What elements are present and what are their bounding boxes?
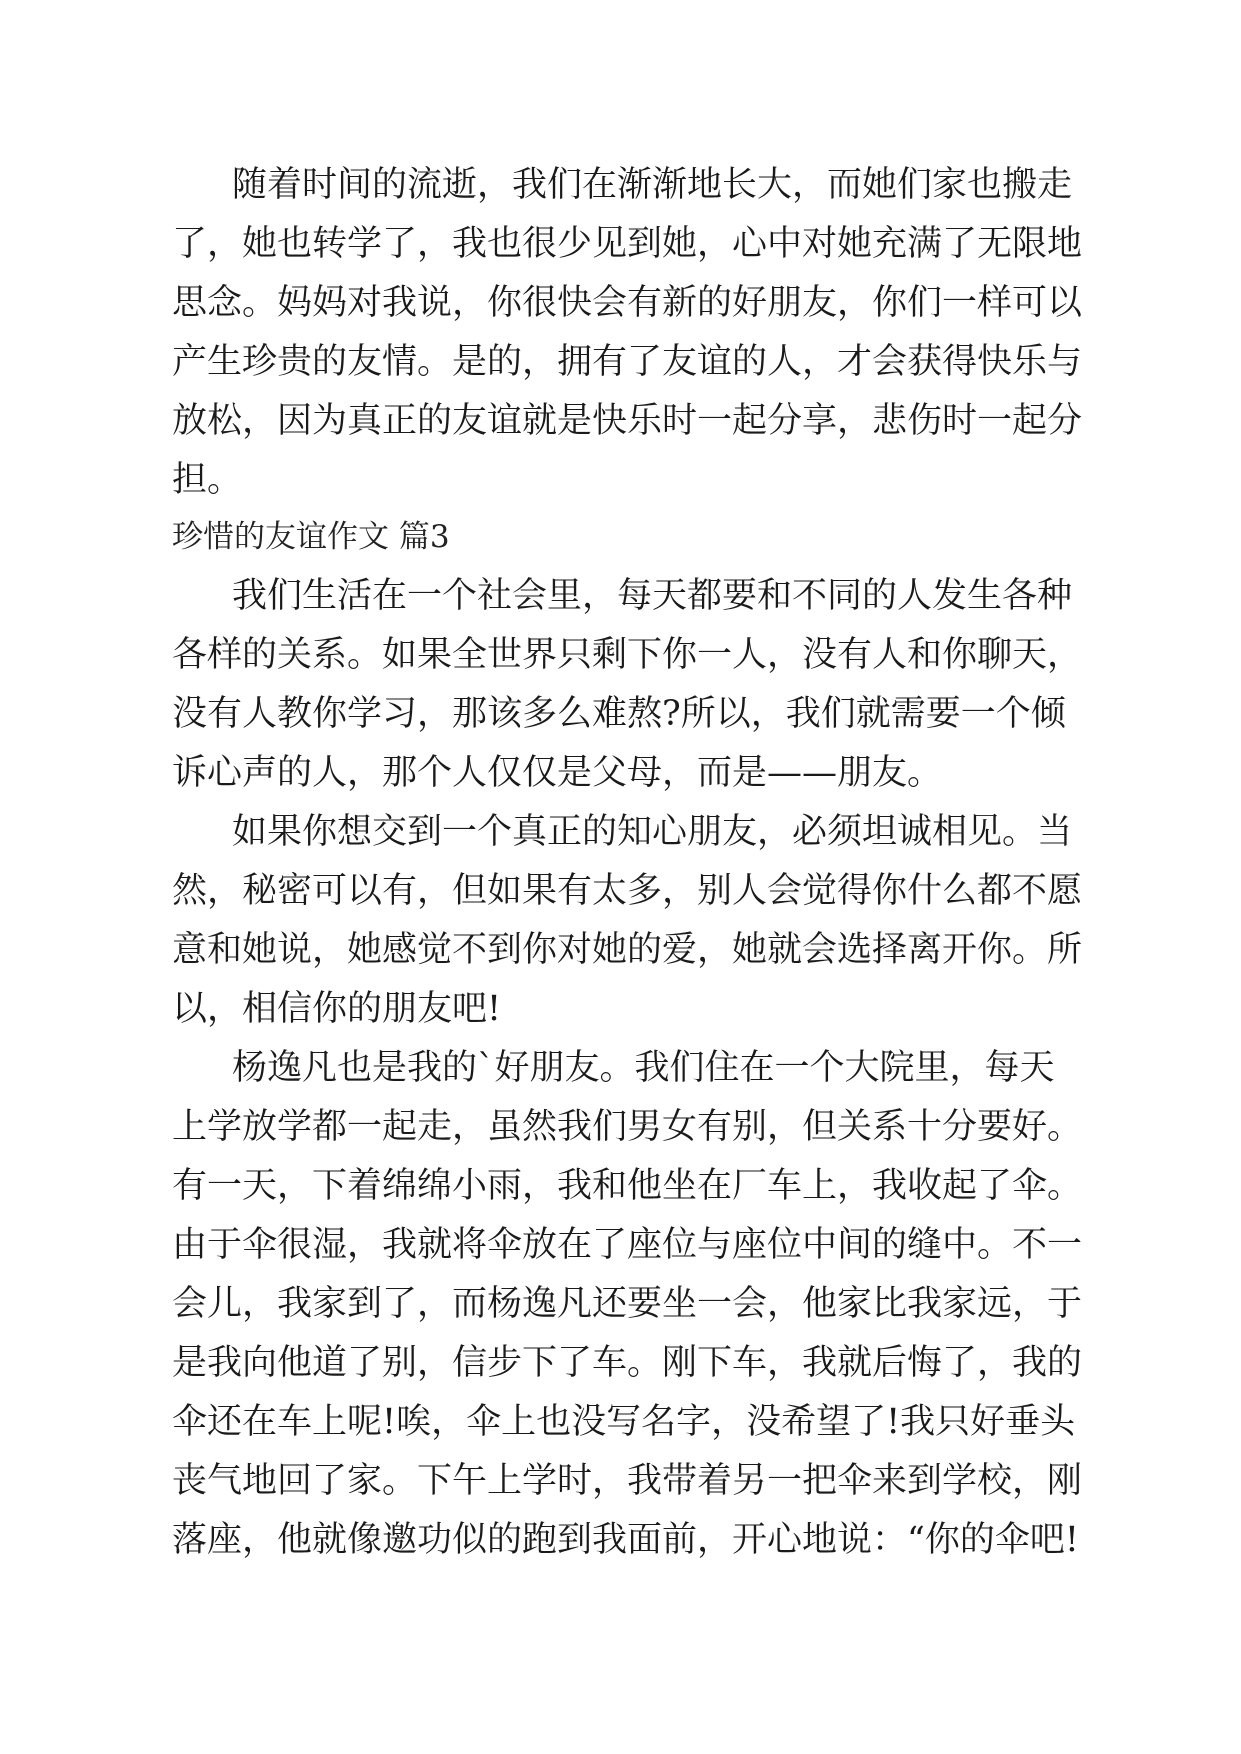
paragraph-1-line-4: 产生珍贵的友情。是的，拥有了友谊的人，才会获得快乐与	[172, 342, 1083, 382]
paragraph-4-line-6: 是我向他道了别，信步下了车。刚下车，我就后悔了，我的	[172, 1343, 1083, 1383]
section-heading: 珍惜的友谊作文 篇3	[172, 519, 450, 555]
paragraph-4-line-5: 会儿，我家到了，而杨逸凡还要坐一会，他家比我家远，于	[172, 1284, 1083, 1324]
paragraph-4-line-2: 上学放学都一起走，虽然我们男女有别，但关系十分要好。	[172, 1107, 1083, 1147]
paragraph-3-line-2: 然，秘密可以有，但如果有太多，别人会觉得你什么都不愿	[172, 871, 1083, 911]
paragraph-3-line-3: 意和她说，她感觉不到你对她的爱，她就会选择离开你。所	[172, 930, 1083, 970]
paragraph-1-line-1: 随着时间的流逝，我们在渐渐地长大，而她们家也搬走	[232, 165, 1073, 205]
paragraph-4-line-1: 杨逸凡也是我的`好朋友。我们住在一个大院里，每天	[232, 1048, 1055, 1088]
paragraph-1-line-5: 放松，因为真正的友谊就是快乐时一起分享，悲伤时一起分	[172, 401, 1083, 441]
paragraph-3-line-4: 以，相信你的朋友吧!	[172, 989, 502, 1029]
paragraph-4-line-3: 有一天，下着绵绵小雨，我和他坐在厂车上，我收起了伞。	[172, 1166, 1083, 1206]
paragraph-2-line-2: 各样的关系。如果全世界只剩下你一人，没有人和你聊天，	[172, 635, 1083, 675]
paragraph-1-line-6: 担。	[172, 460, 243, 500]
paragraph-1-line-2: 了，她也转学了，我也很少见到她，心中对她充满了无限地	[172, 224, 1083, 264]
paragraph-4-line-8: 丧气地回了家。下午上学时，我带着另一把伞来到学校，刚	[172, 1461, 1083, 1501]
paragraph-2-line-1: 我们生活在一个社会里，每天都要和不同的人发生各种	[232, 576, 1073, 616]
paragraph-4-line-9: 落座，他就像邀功似的跑到我面前，开心地说：“你的伞吧!	[172, 1520, 1079, 1560]
paragraph-2-line-3: 没有人教你学习，那该多么难熬?所以，我们就需要一个倾	[172, 694, 1066, 734]
paragraph-4-line-7: 伞还在车上呢!唉，伞上也没写名字，没希望了!我只好垂头	[172, 1402, 1076, 1442]
paragraph-4-line-4: 由于伞很湿，我就将伞放在了座位与座位中间的缝中。不一	[172, 1225, 1083, 1265]
paragraph-2-line-4: 诉心声的人，那个人仅仅是父母，而是——朋友。	[172, 753, 943, 793]
paragraph-3-line-1: 如果你想交到一个真正的知心朋友，必须坦诚相见。当	[232, 812, 1073, 852]
paragraph-1-line-3: 思念。妈妈对我说，你很快会有新的好朋友，你们一样可以	[172, 283, 1083, 323]
